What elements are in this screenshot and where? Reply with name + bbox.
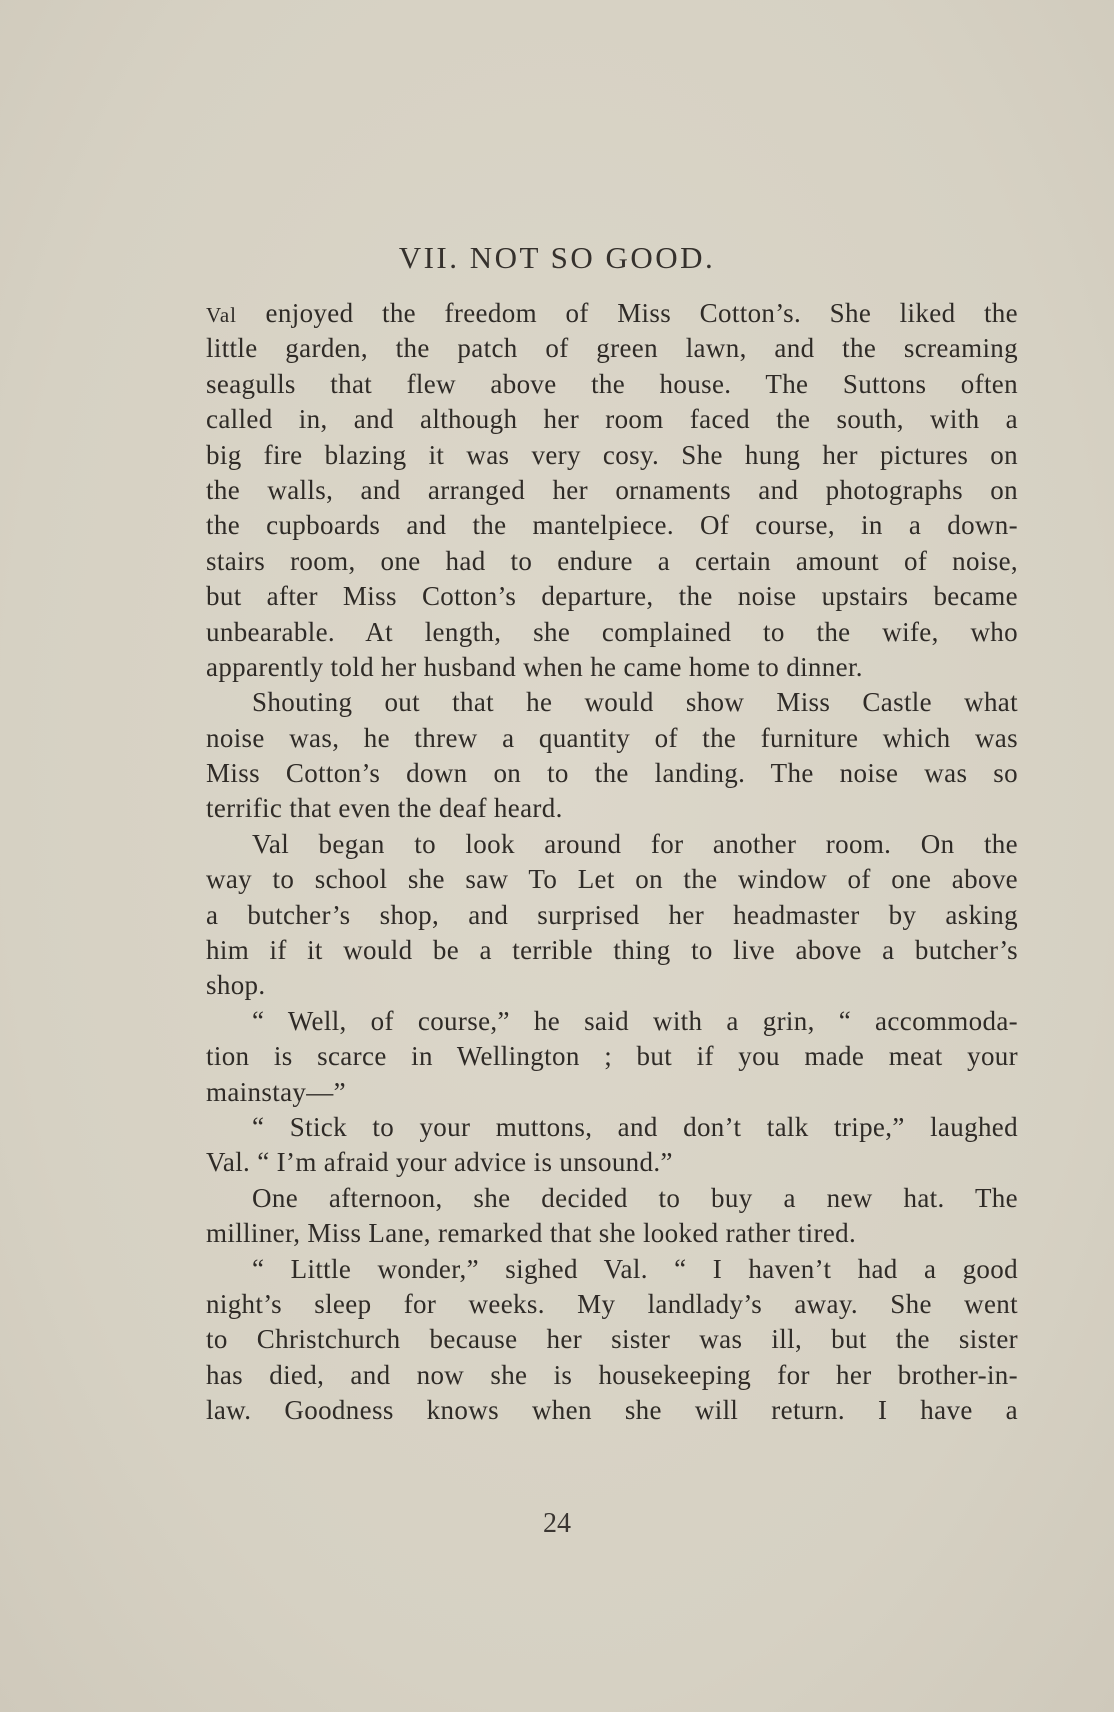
text-line: to Christchurch because her sister was ill, but the sister bbox=[206, 1324, 1018, 1355]
text-line: “ Little wonder,” sighed Val. “ I haven’t had a good bbox=[252, 1253, 1018, 1284]
text-line bbox=[206, 296, 1018, 331]
text-line: seagulls that flew above the house. The Suttons often bbox=[206, 368, 1018, 399]
body-text bbox=[206, 296, 1018, 1429]
text-line: night’s sleep for weeks. My landlady’s away. She went bbox=[206, 1288, 1018, 1319]
text-line: way to school she saw To Let on the window of one above bbox=[206, 864, 1018, 895]
text-line: called in, and although her room faced the south, with a bbox=[206, 404, 1018, 435]
text-line: unbearable. At length, she complained to the wife, who bbox=[206, 616, 1018, 647]
text-line: “ Stick to your muttons, and don’t talk tripe,” laughed bbox=[252, 1111, 1018, 1142]
text-line: the walls, and arranged her ornaments and photographs on bbox=[206, 474, 1018, 505]
text-line: apparently told her husband when he came home to dinner. bbox=[206, 651, 863, 682]
text-line: shop. bbox=[206, 970, 266, 1001]
text-line: has died, and now she is housekeeping for her brother-in- bbox=[206, 1359, 1018, 1390]
opening-line-rest: enjoyed the freedom of Miss Cotton’s. She liked the bbox=[237, 298, 1018, 328]
text-line: Val began to look around for another room. On the bbox=[252, 828, 1018, 859]
text-line: him if it would be a terrible thing to live above a butcher’s bbox=[206, 935, 1018, 966]
text-line: Val. “ I’m afraid your advice is unsound.” bbox=[206, 1147, 673, 1178]
text-line: little garden, the patch of green lawn, and the screaming bbox=[206, 333, 1018, 364]
text-line: “ Well, of course,” he said with a grin, “ accommoda- bbox=[252, 1005, 1018, 1036]
small-caps-opening: Val bbox=[206, 303, 237, 327]
text-line: Shouting out that he would show Miss Castle what bbox=[252, 687, 1018, 718]
text-line: stairs room, one had to endure a certain amount of noise, bbox=[206, 545, 1018, 576]
chapter-title: VII. NOT SO GOOD. bbox=[398, 240, 716, 275]
page-number: 24 bbox=[543, 1508, 571, 1539]
text-line: milliner, Miss Lane, remarked that she looked rather tired. bbox=[206, 1218, 857, 1249]
text-line: a butcher’s shop, and surprised her headmaster by asking bbox=[206, 899, 1018, 930]
text-line: Miss Cotton’s down on to the landing. The noise was so bbox=[206, 758, 1018, 789]
text-line: terrific that even the deaf heard. bbox=[206, 793, 563, 824]
text-line: tion is scarce in Wellington ; but if you made meat your bbox=[206, 1041, 1018, 1072]
text-line: law. Goodness knows when she will return. I have a bbox=[206, 1395, 1018, 1426]
text-line: the cupboards and the mantelpiece. Of course, in a down- bbox=[206, 510, 1018, 541]
text-line: but after Miss Cotton’s departure, the noise upstairs became bbox=[206, 581, 1018, 612]
text-line: noise was, he threw a quantity of the furniture which was bbox=[206, 722, 1018, 753]
text-line: One afternoon, she decided to buy a new hat. The bbox=[252, 1182, 1018, 1213]
text-line: big fire blazing it was very cosy. She hung her pictures on bbox=[206, 439, 1018, 470]
text-line: mainstay—” bbox=[206, 1076, 346, 1107]
